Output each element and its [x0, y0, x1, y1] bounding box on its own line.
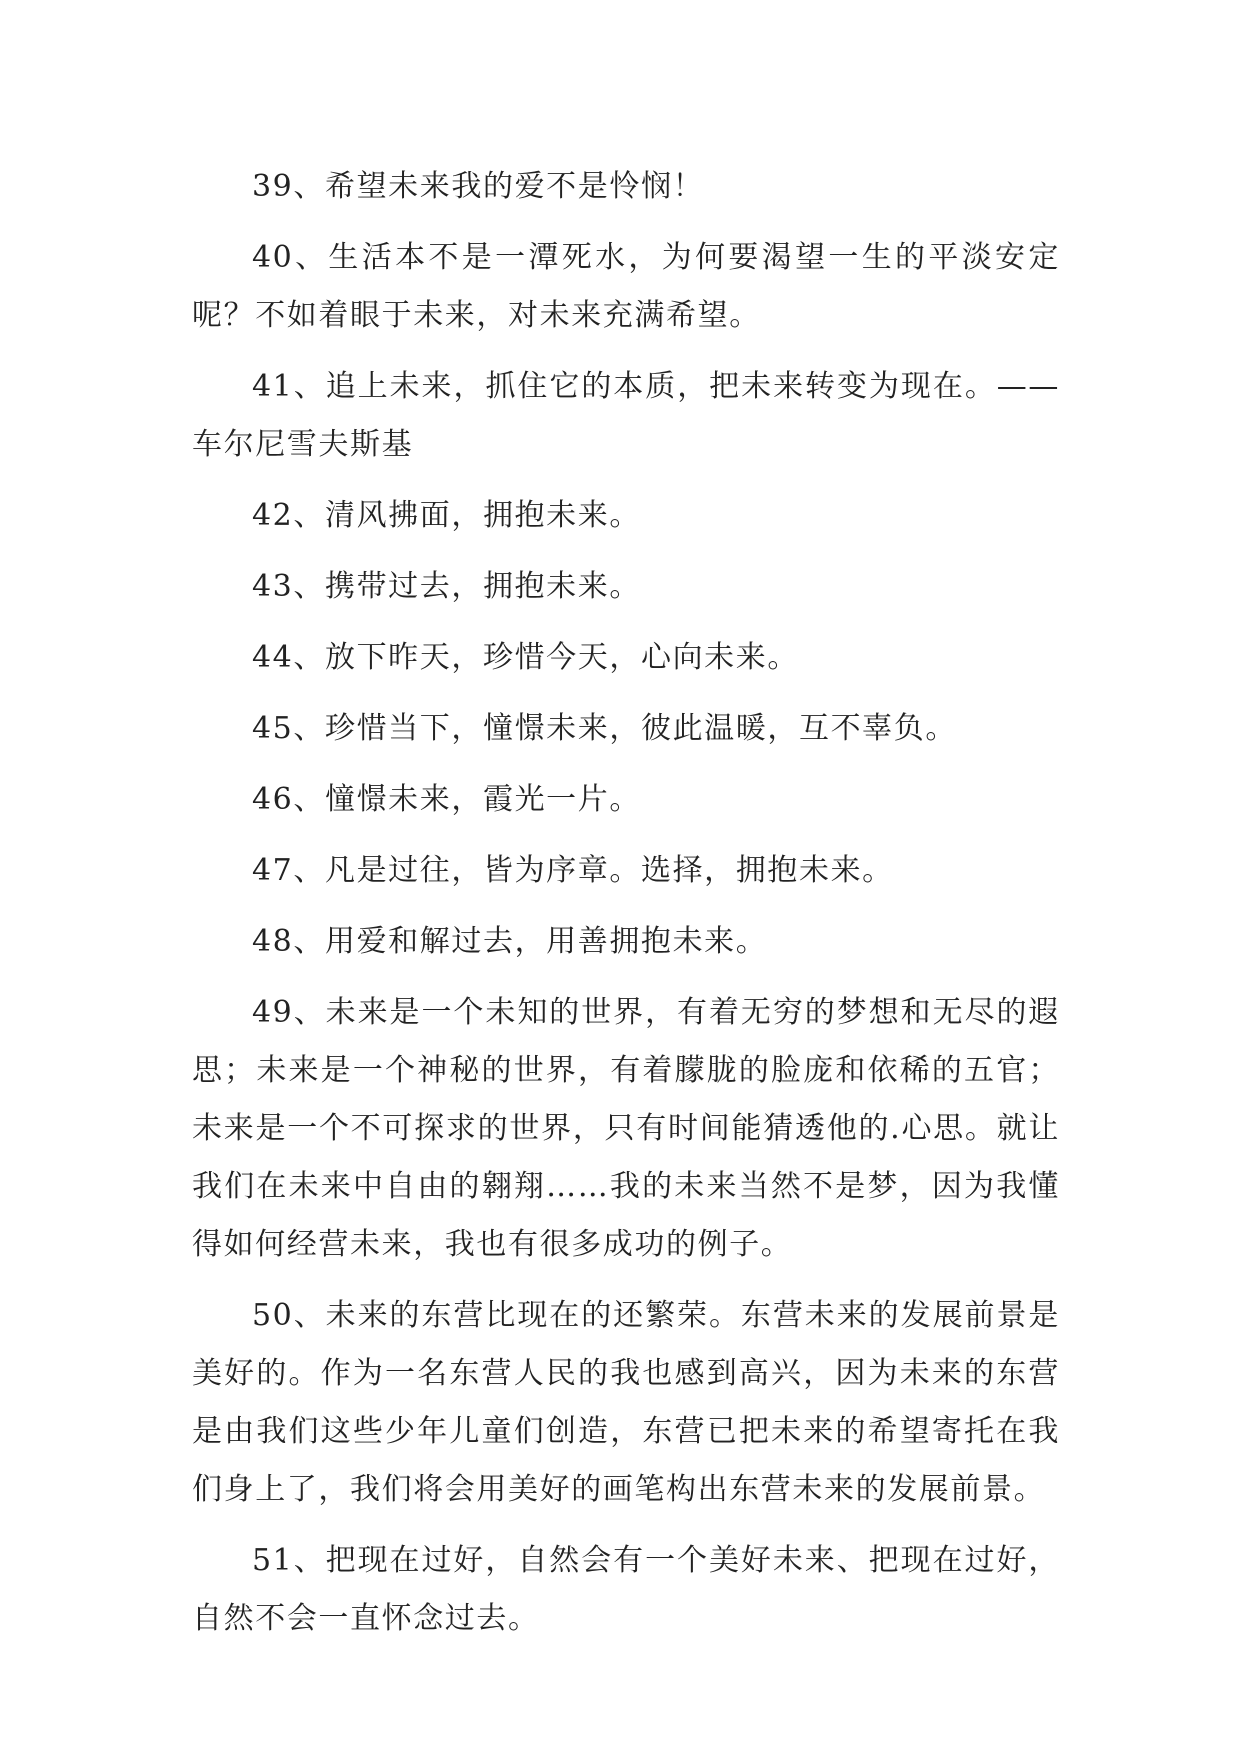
paragraph-43: 43、携带过去，拥抱未来。	[252, 569, 641, 604]
paragraph-42: 42、清风拂面，拥抱未来。	[252, 498, 641, 533]
document-body	[192, 158, 1060, 1661]
paragraph-51: 51、把现在过好，自然会有一个美好未来、把现在过好，自然不会一直怀念过去。	[192, 1543, 1060, 1636]
paragraph-39: 39、希望未来我的爱不是怜悯！	[252, 169, 705, 204]
paragraph-48: 48、用爱和解过去，用善拥抱未来。	[252, 924, 768, 959]
paragraph-50: 50、未来的东营比现在的还繁荣。东营未来的发展前景是美好的。作为一名东营人民的我也感到高兴，因为未来的东营是由我们这些少年儿童们创造，东营已把未来的希望寄托在我们身上了，我们将会用美好的画笔构出东营未来的发展前景。	[192, 1298, 1060, 1507]
paragraph-44: 44、放下昨天，珍惜今天，心向未来。	[252, 640, 799, 675]
paragraph-46: 46、憧憬未来，霞光一片。	[252, 782, 641, 817]
paragraph-40: 40、生活本不是一潭死水，为何要渴望一生的平淡安定呢？不如着眼于未来，对未来充满希望。	[192, 240, 1060, 333]
paragraph-49: 49、未来是一个未知的世界，有着无穷的梦想和无尽的遐思；未来是一个神秘的世界，有着朦胧的脸庞和依稀的五官；未来是一个不可探求的世界，只有时间能猜透他的.心思。就让我们在未来中自由的翱翔……我的未来当然不是梦，因为我懂得如何经营未来，我也有很多成功的例子。	[192, 995, 1060, 1262]
paragraph-45: 45、珍惜当下，憧憬未来，彼此温暖，互不辜负。	[252, 711, 957, 746]
paragraph-47: 47、凡是过往，皆为序章。选择，拥抱未来。	[252, 853, 894, 888]
paragraph-41: 41、追上未来，抓住它的本质，把未来转变为现在。——车尔尼雪夫斯基	[192, 369, 1060, 462]
